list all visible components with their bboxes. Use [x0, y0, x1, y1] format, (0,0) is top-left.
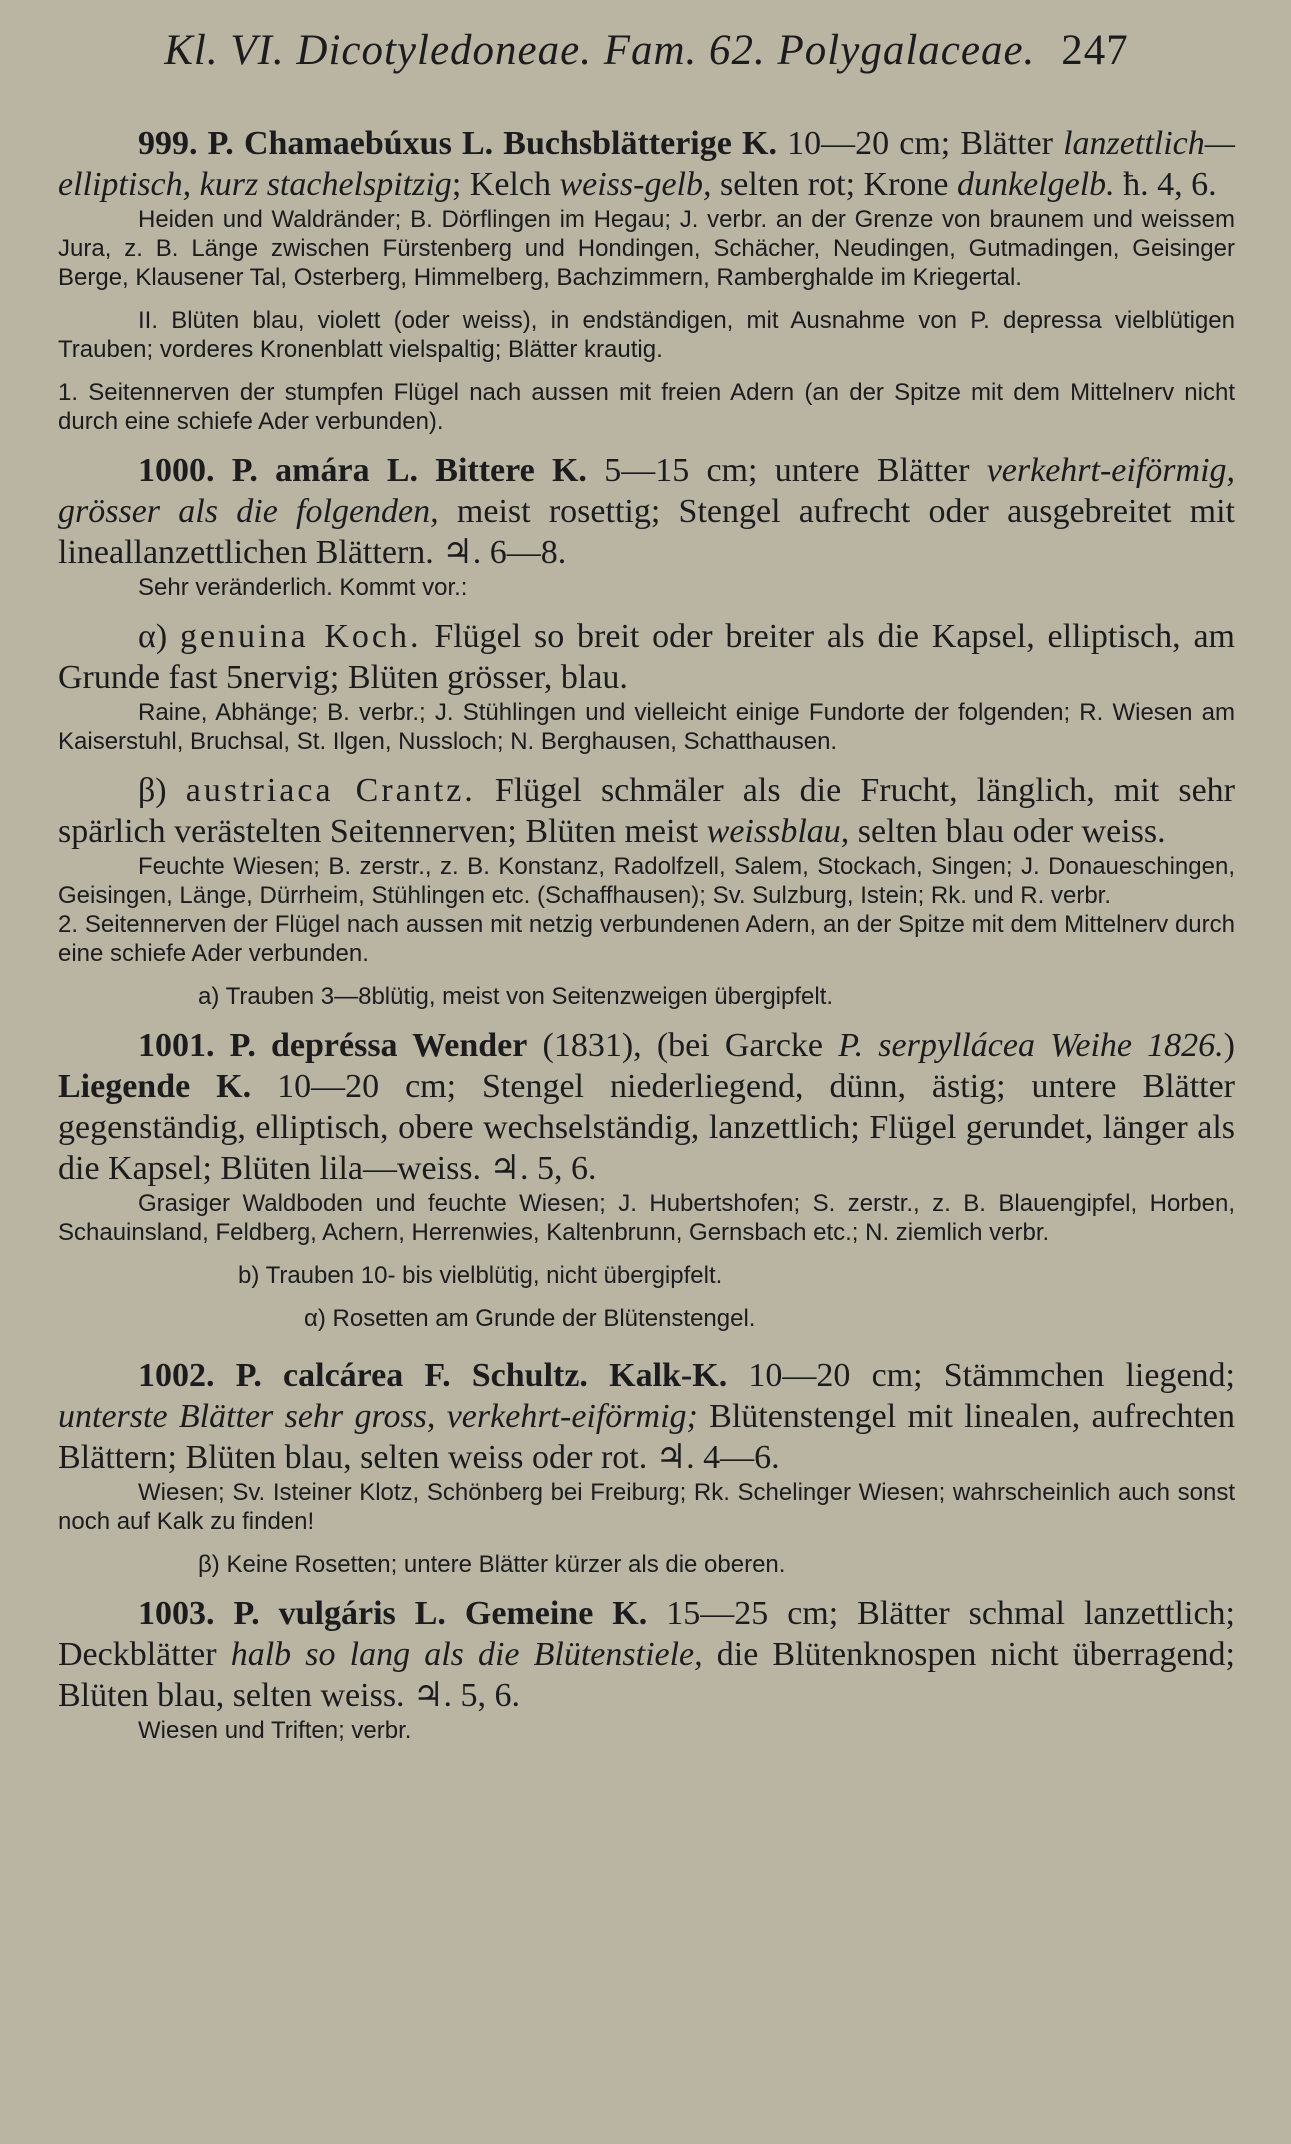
key-b: b) Trauben 10- bis vielblütig, nicht übergipfelt.	[238, 1262, 723, 1289]
variety-alpha	[58, 616, 1235, 698]
variety-description: Flügel schmäler als die Frucht, länglich, mit sehr spärlich verästelten Seitennerven; Blüten meist	[58, 772, 1235, 850]
common-name: Bittere K.	[418, 452, 587, 489]
habitat-beta: Feuchte Wiesen; B. zerstr., z. B. Konstanz, Radolfzell, Salem, Stockach, Singen; J. Donaueschingen, Geisingen, Länge, Dürrheim, Stühlingen etc. (Schaffhausen); Sv. Sulzburg, Istein; Rk. und R. verbr.	[58, 853, 1235, 909]
description-italic: lanzettlich—elliptisch, kurz stachelspitzig	[58, 125, 1235, 203]
species-name: 1003. P. vulgáris L.	[138, 1595, 446, 1632]
variety-description: Flügel so breit oder breiter als die Kapsel, elliptisch, am Grunde fast 5nervig; Blüten grösser, blau.	[58, 618, 1235, 696]
description: 10—20 cm; Stengel niederliegend, dünn, ästig; untere Blätter gegenständig, elliptisch, obere wechselständig, lanzettlich; Flügel gerundet, länger als die Kapsel; Blüten lila—weiss. ♃. 5, 6.	[58, 1068, 1235, 1187]
description-italic: halb so lang als die Blütenstiele,	[230, 1636, 703, 1673]
description: 10—20 cm; Stämmchen liegend;	[727, 1357, 1235, 1394]
description: die Blütenknospen nicht überragend; Blüten blau, selten weiss. ♃. 5, 6.	[58, 1636, 1236, 1714]
description: ħ. 4, 6.	[1114, 166, 1217, 203]
habitat-999: Heiden und Waldränder; B. Dörflingen im Hegau; J. verbr. an der Grenze von braunem und weissem Jura, z. B. Länge zwischen Fürstenberg und Hondingen, Schächer, Neudingen, Gutmadingen, Geisinger Berge, Klausener Tal, Osterberg, Himmelberg, Bachzimmern, Ramberghalde im Kriegertal.	[58, 206, 1235, 291]
description: 5—15 cm; untere Blätter	[586, 452, 987, 489]
entry-1001	[58, 1025, 1235, 1189]
running-header	[58, 26, 1235, 75]
key-a: a) Trauben 3—8blütig, meist von Seitenzweigen übergipfelt.	[198, 983, 834, 1010]
species-name: 1002. P. calcárea F. Schultz.	[138, 1357, 588, 1394]
variety-marker: α)	[138, 618, 180, 655]
description-italic: weiss-gelb,	[559, 166, 712, 203]
habitat-1001: Grasiger Waldboden und feuchte Wiesen; J. Hubertshofen; S. zerstr., z. B. Blauengipfel, Horben, Schauinsland, Feldberg, Achern, Herrenwies, Kaltenbrunn, Gernsbach etc.; N. ziemlich verbr.	[58, 1190, 1235, 1246]
species-name: 1000. P. amára L.	[138, 452, 419, 489]
entry-1002	[58, 1355, 1235, 1478]
variety-description-italic: weissblau,	[706, 813, 850, 850]
description-italic: unterste Blätter sehr gross, verkehrt-eiförmig;	[58, 1398, 698, 1435]
description: (1831), (bei Garcke	[527, 1027, 839, 1064]
key-II: II. Blüten blau, violett (oder weiss), in endständigen, mit Ausnahme von P. depressa vielblütigen Trauben; vorderes Kronenblatt vielspaltig; Blätter krautig.	[58, 307, 1235, 363]
variety-name: austriaca Crantz.	[185, 772, 476, 809]
variety-beta	[58, 770, 1235, 852]
entry-999	[58, 123, 1235, 205]
page-number: 247	[1061, 27, 1129, 74]
description: meist rosettig; Stengel aufrecht oder ausgebreitet mit lineallanzettlichen Blättern. ♃. 6—8.	[58, 493, 1235, 571]
note-1000: Sehr veränderlich. Kommt vor.:	[138, 574, 468, 601]
habitat-1002: Wiesen; Sv. Isteiner Klotz, Schönberg bei Freiburg; Rk. Schelinger Wiesen; wahrscheinlich auch sonst noch auf Kalk zu finden!	[58, 1479, 1235, 1535]
description: 10—20 cm; Blätter	[776, 125, 1064, 162]
description-italic: verkehrt-eiförmig, grösser als die folgenden,	[58, 452, 1236, 530]
description: 15—25 cm; Blätter schmal lanzettlich; Deckblätter	[58, 1595, 1235, 1673]
common-name: Kalk-K.	[587, 1357, 728, 1394]
description: Blütenstengel mit linealen, aufrechten Blättern; Blüten blau, selten weiss oder rot. ♃. 4—6.	[58, 1398, 1235, 1476]
species-name: 1001. P. depréssa Wender	[138, 1027, 528, 1064]
common-name: Buchsblätterige K.	[493, 125, 777, 162]
key-2: 2. Seitennerven der Flügel nach aussen mit netzig verbundenen Adern, an der Spitze mit dem Mittelnerv durch eine schiefe Ader verbunden.	[58, 911, 1235, 967]
variety-description: selten blau oder weiss.	[849, 813, 1166, 850]
entry-1000	[58, 450, 1235, 573]
header-title: Kl. VI. Dicotyledoneae. Fam. 62. Polygalaceae.	[164, 27, 1036, 74]
entry-1003	[58, 1593, 1235, 1716]
description-italic: dunkelgelb.	[957, 166, 1115, 203]
synonym-italic: P. serpyllácea Weihe 1826.	[838, 1027, 1224, 1064]
description: )	[1223, 1027, 1235, 1064]
description: ; Kelch	[451, 166, 560, 203]
common-name: Liegende K.	[58, 1068, 252, 1105]
habitat-alpha: Raine, Abhänge; B. verbr.; J. Stühlingen und vielleicht einige Fundorte der folgenden; R. Wiesen am Kaiserstuhl, Bruchsal, St. Ilgen, Nussloch; N. Berghausen, Schatthausen.	[58, 699, 1235, 755]
common-name: Gemeine K.	[445, 1595, 648, 1632]
variety-name: genuina Koch.	[179, 618, 422, 655]
description: selten rot; Krone	[711, 166, 957, 203]
key-beta: β) Keine Rosetten; untere Blätter kürzer als die oberen.	[198, 1551, 786, 1578]
key-alpha: α) Rosetten am Grunde der Blütenstengel.	[304, 1305, 756, 1332]
species-name: 999. P. Chamaebúxus L.	[138, 125, 494, 162]
key-1: 1. Seitennerven der stumpfen Flügel nach aussen mit freien Adern (an der Spitze mit dem Mittelnerv nicht durch eine schiefe Ader verbunden).	[58, 379, 1235, 435]
variety-marker: β)	[138, 772, 186, 809]
habitat-1003: Wiesen und Triften; verbr.	[138, 1717, 412, 1744]
